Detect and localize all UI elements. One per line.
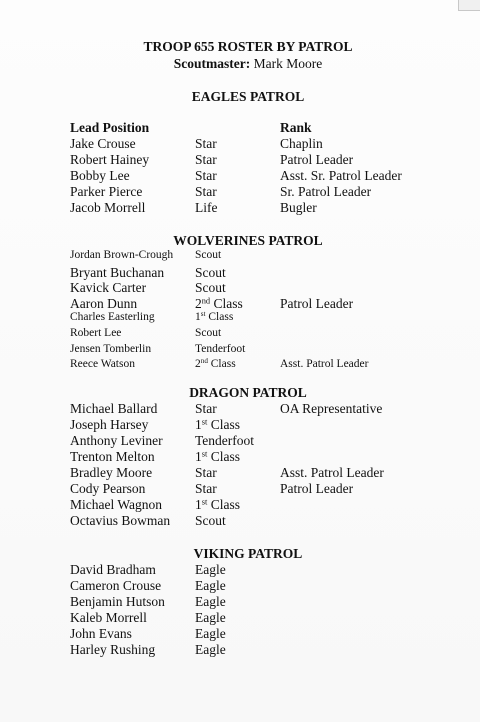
- roster-row: [0, 465, 480, 481]
- rank-word: Star: [195, 465, 217, 480]
- member-name: Cameron Crouse: [70, 578, 162, 593]
- member-rank: [195, 626, 226, 642]
- member-rank: [195, 343, 245, 355]
- rank-word: Star: [195, 136, 217, 151]
- member-name: Kaleb Morrell: [70, 610, 147, 625]
- document-title: TROOP 655 ROSTER BY PATROL: [143, 39, 353, 54]
- member-rank: [195, 296, 243, 312]
- scoutmaster-name: Mark Moore: [253, 56, 323, 71]
- member-name: Jordan Brown-Crough: [70, 249, 174, 261]
- member-position: Patrol Leader: [280, 481, 354, 496]
- rank-word: Scout: [195, 264, 226, 280]
- member-rank: [195, 562, 226, 578]
- rank-ordinal-suffix: nd: [201, 296, 211, 306]
- rank-word: Eagle: [195, 562, 226, 577]
- member-rank: [195, 449, 240, 465]
- rank-ordinal-suffix: st: [201, 417, 208, 427]
- rank-ordinal-number: 2: [195, 295, 202, 311]
- member-rank: [195, 358, 236, 370]
- member-rank: [195, 327, 221, 339]
- member-rank: [195, 152, 217, 168]
- member-name: Bradley Moore: [70, 465, 153, 480]
- rank-word: Eagle: [195, 594, 226, 609]
- member-name: Harley Rushing: [70, 642, 156, 657]
- member-rank: [195, 200, 218, 216]
- member-name: Jensen Tomberlin: [70, 342, 152, 355]
- rank-word: Eagle: [195, 610, 226, 625]
- member-name: Kavick Carter: [70, 280, 147, 296]
- rank-word: Star: [195, 168, 217, 183]
- wolverines-patrol-heading: WOLVERINES PATROL: [173, 233, 323, 248]
- member-name: Bobby Lee: [70, 168, 130, 183]
- member-name: Michael Ballard: [70, 401, 158, 416]
- rank-ordinal-number: 1: [195, 497, 202, 512]
- rank-word: Eagle: [195, 578, 226, 593]
- member-position: Chaplin: [280, 136, 323, 151]
- rank-word: Tenderfoot: [195, 342, 246, 355]
- roster-row: [0, 358, 480, 374]
- member-rank: [195, 433, 254, 449]
- member-position: Patrol Leader: [280, 152, 354, 167]
- rank-word: Star: [195, 401, 217, 416]
- roster-row: [0, 265, 480, 281]
- member-name: John Evans: [70, 626, 132, 641]
- member-rank: [195, 497, 240, 513]
- member-rank: [195, 481, 217, 497]
- member-name: Benjamin Hutson: [70, 594, 165, 609]
- rank-word: Scout: [195, 327, 222, 339]
- roster-row: [0, 200, 480, 216]
- member-position: Asst. Sr. Patrol Leader: [280, 168, 402, 183]
- roster-row: [0, 578, 480, 594]
- member-name: Parker Pierce: [70, 184, 143, 199]
- member-position: Asst. Patrol Leader: [280, 465, 384, 480]
- member-name: Charles Easterling: [70, 311, 155, 324]
- rank-word: Star: [195, 481, 217, 496]
- roster-row: [0, 626, 480, 642]
- rank-word: Class: [213, 295, 243, 311]
- member-rank: [195, 513, 226, 529]
- member-position: Bugler: [280, 200, 317, 215]
- viking-patrol-heading: VIKING PATROL: [193, 546, 303, 561]
- roster-row: [0, 562, 480, 578]
- member-rank: [195, 465, 217, 481]
- roster-row: [0, 327, 480, 343]
- rank-word: Class: [210, 417, 240, 432]
- rank-word: Scout: [195, 513, 226, 528]
- rank-word: Eagle: [195, 642, 226, 657]
- rank-word: Class: [210, 449, 240, 464]
- roster-row: [0, 433, 480, 449]
- rank-ordinal-suffix: st: [201, 449, 208, 459]
- member-rank: [195, 280, 226, 296]
- roster-row: [0, 168, 480, 184]
- rank-ordinal-suffix: st: [200, 310, 206, 319]
- eagles-patrol-heading: EAGLES PATROL: [191, 89, 305, 104]
- rank-word: Class: [208, 311, 234, 324]
- rank-ordinal-suffix: st: [201, 497, 208, 507]
- roster-row: [0, 417, 480, 433]
- roster-row: [0, 249, 480, 265]
- member-rank: [195, 417, 240, 433]
- column-header-name: Lead Position: [70, 120, 150, 135]
- roster-row: [0, 401, 480, 417]
- member-position: OA Representative: [280, 401, 383, 416]
- member-name: Jacob Morrell: [70, 200, 146, 215]
- roster-row: [0, 280, 480, 296]
- member-position: Patrol Leader: [280, 295, 354, 311]
- scoutmaster-line: [0, 56, 480, 72]
- eagles-column-headers: [0, 120, 480, 136]
- member-rank: [195, 642, 226, 658]
- member-position: Asst. Patrol Leader: [280, 358, 369, 371]
- roster-row: [0, 296, 480, 312]
- member-name: Trenton Melton: [70, 449, 155, 464]
- member-name: Joseph Harsey: [70, 417, 149, 432]
- roster-row: [0, 642, 480, 658]
- member-rank: [195, 610, 226, 626]
- roster-row: [0, 136, 480, 152]
- roster-row: [0, 481, 480, 497]
- member-name: Robert Hainey: [70, 152, 150, 167]
- rank-word: Class: [210, 497, 240, 512]
- roster-row: [0, 343, 480, 359]
- member-name: Anthony Leviner: [70, 433, 163, 448]
- roster-row: [0, 184, 480, 200]
- member-name: Aaron Dunn: [70, 295, 138, 311]
- member-name: Octavius Bowman: [70, 513, 171, 528]
- member-name: Michael Wagnon: [70, 497, 163, 512]
- roster-row: [0, 311, 480, 327]
- rank-word: Eagle: [195, 626, 226, 641]
- member-name: Bryant Buchanan: [70, 264, 165, 280]
- member-rank: [195, 265, 226, 281]
- rank-ordinal-number: 1: [195, 449, 202, 464]
- member-name: David Bradham: [70, 562, 156, 577]
- rank-word: Life: [195, 200, 218, 215]
- rank-ordinal-suffix: nd: [200, 357, 208, 366]
- rank-word: Tenderfoot: [195, 433, 255, 448]
- member-rank: [195, 168, 217, 184]
- member-name: Robert Lee: [70, 327, 122, 339]
- column-header-rank: Rank: [280, 120, 312, 135]
- roster-row: [0, 497, 480, 513]
- member-name: Jake Crouse: [70, 136, 136, 151]
- member-rank: [195, 578, 226, 594]
- roster-row: [0, 152, 480, 168]
- member-rank: [195, 311, 233, 323]
- member-rank: [195, 401, 217, 417]
- member-rank: [195, 249, 221, 261]
- roster-row: [0, 513, 480, 529]
- rank-ordinal-number: 1: [195, 311, 201, 324]
- member-rank: [195, 184, 217, 200]
- rank-word: Star: [195, 184, 217, 199]
- member-name: Reece Watson: [70, 358, 135, 371]
- page-edge-tab: [458, 0, 480, 11]
- dragon-patrol-heading: DRAGON PATROL: [189, 385, 307, 400]
- roster-row: [0, 610, 480, 626]
- rank-ordinal-number: 1: [195, 417, 202, 432]
- rank-word: Star: [195, 152, 217, 167]
- rank-word: Scout: [195, 280, 226, 296]
- member-name: Cody Pearson: [70, 481, 146, 496]
- rank-ordinal-number: 2: [195, 358, 201, 371]
- roster-row: [0, 449, 480, 465]
- member-rank: [195, 594, 226, 610]
- member-position: Sr. Patrol Leader: [280, 184, 372, 199]
- member-rank: [195, 136, 217, 152]
- roster-row: [0, 594, 480, 610]
- rank-word: Scout: [195, 249, 222, 261]
- rank-word: Class: [210, 358, 236, 371]
- scoutmaster-label: Scoutmaster:: [173, 56, 251, 71]
